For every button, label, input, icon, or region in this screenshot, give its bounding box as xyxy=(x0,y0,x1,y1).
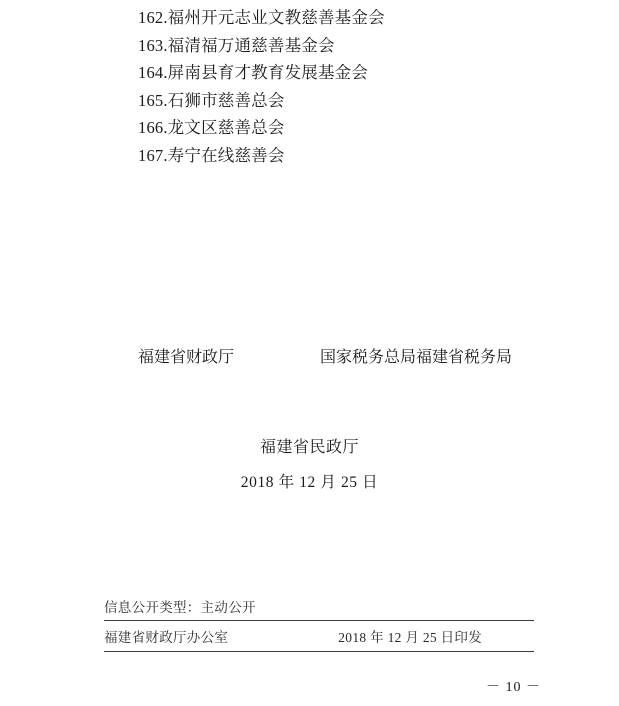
issue-date: 2018 年 12 月 25 日 xyxy=(240,474,379,491)
print-date: 2018 年 12 月 25 日印发 xyxy=(338,630,482,645)
organization-list xyxy=(138,10,558,175)
list-item: 162.福州开元志业文教慈善基金会 xyxy=(138,8,385,27)
signature-left: 福建省财政厅 xyxy=(138,349,235,366)
list-item: 163.福清福万通慈善基金会 xyxy=(138,35,335,55)
list-item: 166.龙文区慈善总会 xyxy=(138,118,285,137)
issuing-office: 福建省财政厅办公室 xyxy=(104,630,229,645)
list-item: 164.屏南县育才教育发展基金会 xyxy=(138,63,369,82)
signature-row xyxy=(138,344,558,367)
signature-right: 国家税务总局福建省税务局 xyxy=(320,349,513,366)
document-footer xyxy=(104,596,534,652)
list-item: 165.石狮市慈善总会 xyxy=(138,90,285,110)
footer-meta-row xyxy=(104,621,534,651)
page-number: － 10 － xyxy=(486,680,541,695)
disclosure-type: 信息公开类型：主动公开 xyxy=(104,600,256,615)
list-item: 167.寿宁在线慈善会 xyxy=(138,145,285,165)
issuing-ministry: 福建省民政厅 xyxy=(259,439,359,456)
footer-divider-bottom xyxy=(104,651,534,652)
